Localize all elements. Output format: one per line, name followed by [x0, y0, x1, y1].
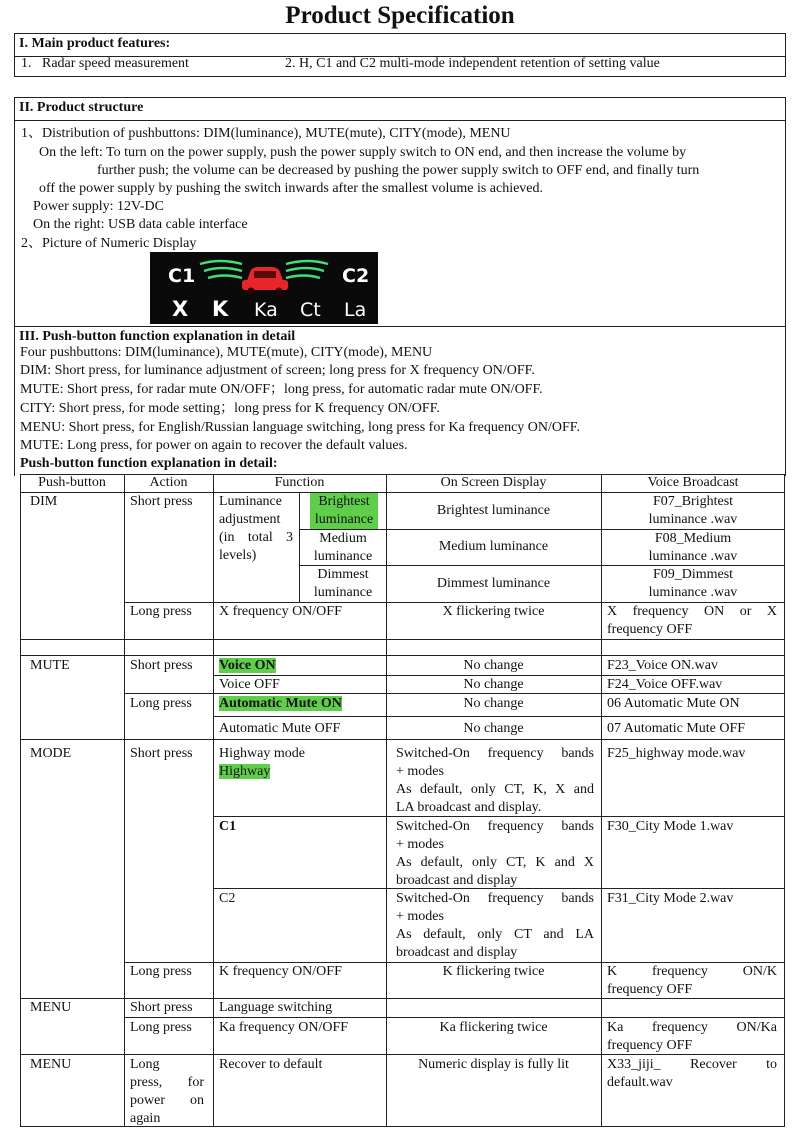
action-long-press: Long press	[130, 696, 192, 711]
osd-no-change: No change	[463, 658, 524, 673]
section-heading: III. Push-button function explanation in detail	[19, 329, 296, 344]
explanation-line: MUTE: Short press, for radar mute ON/OFF；long press, for automatic radar mute ON/OFF.	[20, 382, 543, 397]
voice-highway: F25_highway mode.wav	[607, 746, 746, 761]
section-main-features	[14, 33, 786, 77]
osd-c2: Switched-On frequency bands + modes As default, only CT and LA broadcast and display	[396, 891, 594, 960]
osd-medium: Medium luminance	[438, 539, 549, 554]
osd-x-flicker: X flickering twice	[442, 604, 545, 619]
voice-auto-mute-on: 06 Automatic Mute ON	[607, 696, 740, 711]
function-auto-mute-off: Automatic Mute OFF	[219, 721, 341, 736]
function-luminance: Luminance adjustment (in total 3 levels)	[219, 494, 293, 563]
display-x: X	[172, 297, 189, 321]
action-short-press: Short press	[130, 658, 193, 673]
explanation-line: MUTE: Long press, for power on again to recover the default values.	[20, 438, 408, 453]
voice-auto-mute-off: 07 Automatic Mute OFF	[607, 721, 746, 736]
osd-dimmest: Dimmest luminance	[436, 576, 551, 591]
display-c2: C2	[342, 265, 370, 287]
level-dimmest: Dimmest luminance	[313, 567, 373, 600]
button-mode: MODE	[30, 746, 72, 761]
explanation-line: Four pushbuttons: DIM(luminance), MUTE(mute), CITY(mode), MENU	[20, 345, 433, 360]
section-product-structure	[14, 97, 786, 327]
structure-line: 2、Picture of Numeric Display	[21, 236, 197, 251]
function-recover-default: Recover to default	[219, 1057, 323, 1072]
function-k-frequency: K frequency ON/OFF	[219, 964, 342, 979]
structure-line: Power supply: 12V-DC	[33, 199, 164, 214]
function-ka-frequency: Ka frequency ON/OFF	[219, 1020, 349, 1035]
level-brightest: Brightest luminance	[310, 493, 378, 529]
osd-no-change: No change	[463, 696, 524, 711]
button-dim: DIM	[30, 494, 58, 509]
level-medium: Medium luminance	[313, 531, 373, 564]
header-osd: On Screen Display	[440, 475, 547, 490]
voice-ka-frequency: Ka frequency ON/Ka frequency OFF	[607, 1020, 777, 1053]
voice-on-file: F23_Voice ON.wav	[607, 658, 718, 673]
function-x-frequency: X frequency ON/OFF	[219, 604, 342, 619]
voice-c1: F30_City Mode 1.wav	[607, 819, 734, 834]
action-long-press: Long press	[130, 1020, 192, 1035]
display-ka: Ka	[254, 299, 278, 321]
voice-x-frequency: X frequency ON or X frequency OFF	[607, 604, 777, 637]
voice-c2: F31_City Mode 2.wav	[607, 891, 734, 906]
structure-line: On the right: USB data cable interface	[33, 217, 248, 232]
display-k: K	[212, 297, 229, 321]
table-caption: Push-button function explanation in detail:	[20, 456, 278, 471]
function-voice-off: Voice OFF	[219, 677, 280, 692]
osd-c1: Switched-On frequency bands + modes As default, only CT, K and X broadcast and display	[396, 819, 594, 888]
function-voice-on: Voice ON	[219, 658, 276, 673]
function-highway: Highway mode Highway	[219, 746, 305, 779]
voice-k-frequency: K frequency ON/K frequency OFF	[607, 964, 777, 997]
osd-no-change: No change	[463, 721, 524, 736]
button-menu: MENU	[30, 1000, 72, 1015]
structure-line: 1、Distribution of pushbuttons: DIM(luminance), MUTE(mute), CITY(mode), MENU	[21, 126, 511, 141]
osd-fully-lit: Numeric display is fully lit	[418, 1057, 569, 1072]
osd-brightest: Brightest luminance	[436, 503, 551, 518]
structure-line: further push; the volume can be decreased by pushing the power supply switch to OFF end, and finally turn	[97, 163, 700, 178]
action-long-press: Long press	[130, 964, 192, 979]
button-menu: MENU	[30, 1057, 72, 1072]
voice-medium: F08_Medium luminance .wav	[648, 531, 738, 564]
signal-waves-right-icon	[286, 261, 328, 278]
function-language: Language switching	[219, 1000, 333, 1015]
voice-off-file: F24_Voice OFF.wav	[607, 677, 723, 692]
header-function: Function	[274, 475, 325, 490]
button-mute: MUTE	[30, 658, 70, 673]
explanation-line: MENU: Short press, for English/Russian language switching, long press for Ka frequency ON/OFF.	[20, 420, 580, 435]
action-short-press: Short press	[130, 1000, 193, 1015]
action-long-press-power-on: Long press, for power on again	[130, 1057, 204, 1126]
osd-k-flicker: K flickering twice	[442, 964, 545, 979]
explanation-line: DIM: Short press, for luminance adjustment of screen; long press for X frequency ON/OFF.	[20, 363, 535, 378]
osd-no-change: No change	[463, 677, 524, 692]
pushbutton-function-table	[20, 474, 785, 1127]
feature-item: 1. Radar speed measurement	[21, 56, 189, 71]
display-c1: C1	[168, 265, 196, 287]
car-icon	[242, 267, 288, 295]
header-pushbutton: Push-button	[38, 475, 106, 490]
voice-dimmest: F09_Dimmest luminance .wav	[648, 567, 738, 600]
section-heading: I. Main product features:	[15, 34, 785, 57]
osd-ka-flicker: Ka flickering twice	[439, 1020, 548, 1035]
action-short-press: Short press	[130, 746, 193, 761]
display-la: La	[344, 299, 367, 321]
structure-line: off the power supply by pushing the switch inwards after the smallest volume is achieved.	[39, 181, 544, 196]
voice-brightest: F07_Brightest luminance .wav	[648, 494, 738, 527]
explanation-line: CITY: Short press, for mode setting；long press for K frequency ON/OFF.	[20, 401, 440, 416]
signal-waves-left-icon	[200, 261, 242, 278]
structure-line: On the left: To turn on the power supply, push the power supply switch to ON end, and then increase the volume by	[39, 145, 687, 160]
action-short-press: Short press	[130, 494, 193, 509]
header-voice: Voice Broadcast	[647, 475, 739, 490]
display-ct: Ct	[300, 299, 321, 321]
function-c2: C2	[219, 891, 236, 906]
section-heading: II. Product structure	[15, 98, 785, 121]
function-c1: C1	[219, 819, 237, 834]
voice-recover-default: X33_jiji_ Recover to default.wav	[607, 1057, 777, 1090]
page-title: Product Specification	[285, 2, 515, 29]
osd-highway: Switched-On frequency bands + modes As default, only CT, K, X and LA broadcast and display.	[396, 746, 594, 815]
feature-item: 2. H, C1 and C2 multi-mode independent retention of setting value	[285, 56, 660, 71]
header-action: Action	[149, 475, 188, 490]
function-auto-mute-on: Automatic Mute ON	[219, 696, 342, 711]
action-long-press: Long press	[130, 604, 192, 619]
numeric-display-picture	[150, 252, 378, 324]
